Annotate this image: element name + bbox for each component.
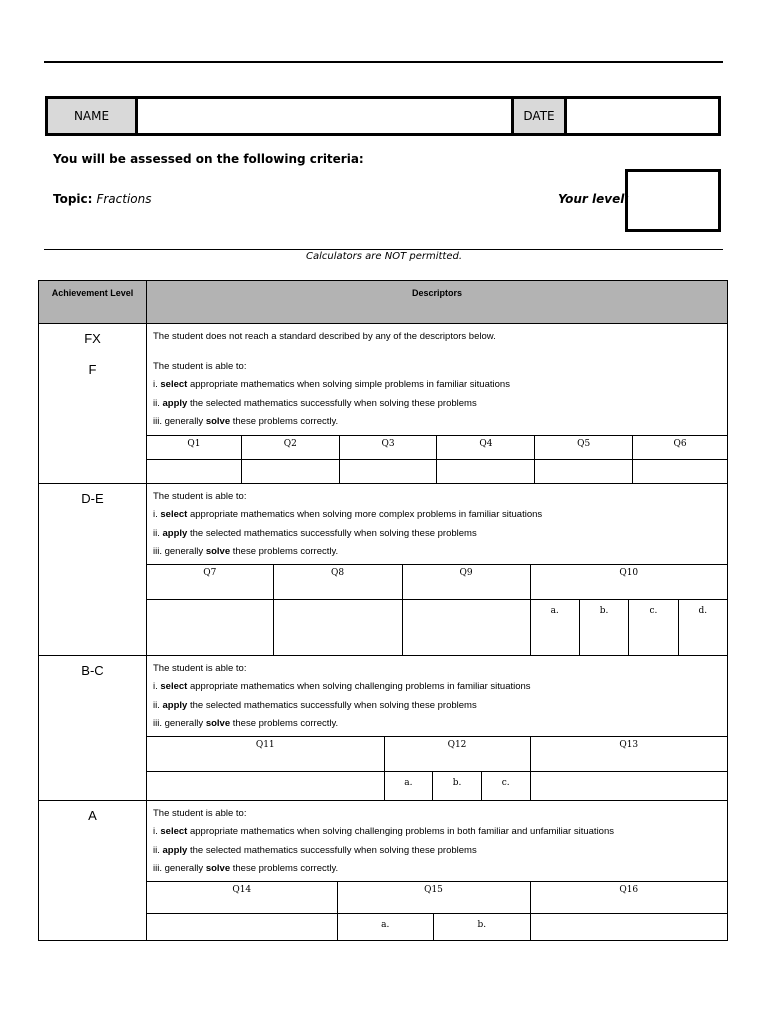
question-header: Q8 bbox=[273, 564, 402, 599]
score-cell[interactable] bbox=[339, 460, 437, 483]
descriptor-intro: The student is able to: bbox=[153, 807, 247, 819]
question-header: Q3 bbox=[339, 436, 437, 460]
descriptor-line: iii. generally solve these problems correctly. bbox=[153, 718, 339, 729]
score-cell[interactable] bbox=[147, 599, 273, 655]
top-rule bbox=[44, 61, 723, 63]
score-cell[interactable] bbox=[530, 913, 727, 940]
descriptor-line: ii. apply the selected mathematics successfully when solving these problems bbox=[153, 699, 477, 711]
level-cell bbox=[39, 324, 147, 484]
your-level-box[interactable] bbox=[625, 169, 721, 232]
date-label: DATE bbox=[514, 99, 567, 133]
descriptor-line: ii. apply the selected mathematics successfully when solving these problems bbox=[153, 397, 477, 409]
question-header: Q15 bbox=[337, 881, 530, 913]
score-cell[interactable] bbox=[633, 460, 727, 483]
level-cell bbox=[39, 483, 147, 655]
descriptor-line: i. select appropriate mathematics when solving challenging problems in familiar situations bbox=[153, 681, 531, 692]
name-date-row bbox=[45, 96, 721, 136]
descriptor-cell bbox=[147, 483, 728, 655]
part-cell[interactable]: c. bbox=[629, 600, 678, 655]
question-header: Q9 bbox=[402, 564, 530, 599]
level-label: D-E bbox=[81, 490, 104, 506]
question-header: Q13 bbox=[530, 736, 727, 771]
rubric-row-d-e bbox=[39, 483, 728, 655]
rubric-row-b-c bbox=[39, 655, 728, 800]
descriptor-intro: The student is able to: bbox=[153, 490, 247, 502]
mid-rule bbox=[44, 249, 723, 250]
question-header: Q14 bbox=[147, 881, 337, 913]
score-cell[interactable] bbox=[241, 460, 339, 483]
descriptor-cell bbox=[147, 324, 728, 484]
question-header: Q16 bbox=[530, 881, 727, 913]
descriptor-intro: The student is able to: bbox=[153, 360, 247, 372]
score-cell[interactable] bbox=[147, 913, 337, 940]
descriptor-intro: The student is able to: bbox=[153, 662, 247, 674]
descriptor-line: i. select appropriate mathematics when solving more complex problems in familiar situations bbox=[153, 509, 543, 520]
descriptor-cell bbox=[147, 655, 728, 800]
score-cell[interactable] bbox=[437, 460, 535, 483]
part-cell[interactable]: a. bbox=[531, 600, 580, 655]
descriptor-line: iii. generally solve these problems correctly. bbox=[153, 546, 339, 557]
score-cell[interactable] bbox=[530, 771, 727, 800]
question-grid bbox=[147, 736, 727, 800]
question-header: Q11 bbox=[147, 736, 384, 771]
descriptor-line: ii. apply the selected mathematics successfully when solving these problems bbox=[153, 527, 477, 539]
question-grid bbox=[147, 881, 727, 940]
descriptor-line: iii. generally solve these problems correctly. bbox=[153, 416, 339, 427]
calculator-note: Calculators are NOT permitted. bbox=[305, 251, 463, 262]
topic-value: Fractions bbox=[96, 192, 152, 206]
part-cell[interactable]: b. bbox=[477, 919, 487, 930]
part-cell[interactable]: a. bbox=[385, 772, 434, 800]
question-header: Q4 bbox=[437, 436, 535, 460]
part-cell[interactable]: a. bbox=[338, 914, 435, 940]
header-achievement-level: Achievement Level bbox=[39, 281, 147, 324]
score-cell[interactable] bbox=[402, 599, 530, 655]
name-field[interactable] bbox=[138, 99, 514, 133]
descriptor-line: iii. generally solve these problems correctly. bbox=[153, 863, 339, 874]
part-cell[interactable]: d. bbox=[698, 605, 708, 616]
question-grid bbox=[147, 435, 727, 483]
your-level-label: Your level: bbox=[558, 192, 630, 206]
question-header: Q1 bbox=[147, 436, 241, 460]
question-header: Q12 bbox=[384, 736, 530, 771]
descriptor-cell bbox=[147, 800, 728, 940]
level-label: FX bbox=[84, 331, 101, 346]
level-label: B-C bbox=[81, 662, 104, 678]
score-cell[interactable] bbox=[147, 460, 241, 483]
header-descriptors: Descriptors bbox=[147, 281, 728, 324]
rubric-table bbox=[38, 280, 728, 941]
date-field[interactable] bbox=[567, 99, 718, 133]
score-cell[interactable] bbox=[147, 771, 384, 800]
descriptor-line: i. select appropriate mathematics when solving challenging problems in both familiar and unfamiliar situations bbox=[153, 826, 614, 837]
rubric-row-a bbox=[39, 800, 728, 940]
score-cell[interactable] bbox=[273, 599, 402, 655]
score-cell[interactable] bbox=[535, 460, 633, 483]
criteria-heading: You will be assessed on the following criteria: bbox=[53, 152, 364, 166]
question-header: Q2 bbox=[241, 436, 339, 460]
name-label: NAME bbox=[48, 99, 138, 133]
q10-parts bbox=[530, 599, 727, 655]
descriptor-line: i. select appropriate mathematics when solving simple problems in familiar situations bbox=[153, 379, 510, 390]
descriptor-lead: The student does not reach a standard described by any of the descriptors below. bbox=[153, 331, 496, 342]
q15-parts bbox=[337, 913, 530, 940]
q12-parts bbox=[384, 771, 530, 800]
rubric-row-fx-f bbox=[39, 324, 728, 484]
part-cell[interactable]: b. bbox=[433, 772, 482, 800]
level-label: A bbox=[88, 807, 97, 823]
question-header: Q10 bbox=[530, 564, 727, 599]
topic-label: Topic: bbox=[53, 192, 93, 206]
question-header: Q6 bbox=[633, 436, 727, 460]
level-cell bbox=[39, 655, 147, 800]
question-header: Q7 bbox=[147, 564, 273, 599]
part-cell[interactable]: b. bbox=[580, 600, 629, 655]
question-header: Q5 bbox=[535, 436, 633, 460]
level-label-secondary: F bbox=[88, 362, 97, 377]
level-cell bbox=[39, 800, 147, 940]
topic-line bbox=[53, 192, 151, 206]
question-grid bbox=[147, 564, 727, 655]
descriptor-line: ii. apply the selected mathematics successfully when solving these problems bbox=[153, 844, 477, 856]
part-cell[interactable]: c. bbox=[501, 777, 510, 788]
